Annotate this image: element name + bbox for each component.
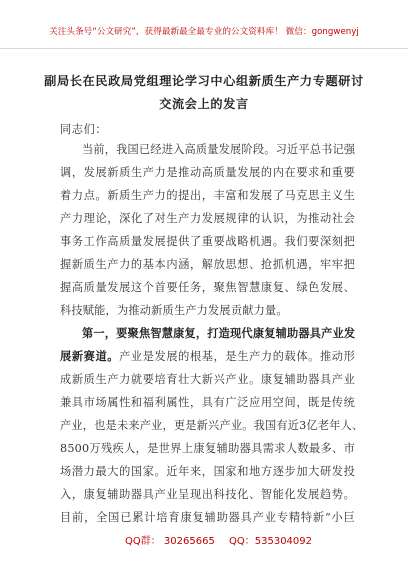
paragraph-line: 握新质生产力的基本内涵，解放思想、抢抓机遇，牢牢把 bbox=[60, 258, 355, 271]
paragraph-line: 产业，也是未来产业，更是新兴产业。我国有近3亿老年人、 bbox=[60, 419, 364, 432]
paragraph-line: 成新质生产力就要培育壮大新兴产业。康复辅助器具产业 bbox=[60, 373, 355, 386]
salutation: 同志们： bbox=[60, 123, 108, 136]
header-banner-text: 关注头条号“公文研究”，获得最新最全最专业的公文资料库！ 微信：gongwenyj bbox=[49, 27, 359, 37]
document-title-line-2: 交流会上的发言 bbox=[159, 97, 249, 111]
paragraph-line: 8500万残疾人，是世界上康复辅助器具需求人数最多、市 bbox=[60, 442, 355, 455]
paragraph-line: 科技赋能，为推动新质生产力发展贡献力量。 bbox=[60, 304, 288, 317]
paragraph-line bbox=[60, 350, 355, 363]
paragraph-text: 产业是发展的根基，是生产力的载体。推动形 bbox=[119, 350, 355, 363]
paragraph-line: 事务工作高质量发展提供了重要战略机遇。我们要深刻把 bbox=[60, 235, 355, 248]
document-title-line-1: 副局长在民政局党组理论学习中心组新质生产力专题研讨 bbox=[44, 74, 364, 88]
paragraph-line: 握高质量发展这个首要任务，聚焦智慧康复、绿色发展、 bbox=[60, 281, 355, 294]
paragraph-lead-line: 第一，要聚焦智慧康复，打造现代康复辅助器具产业发 bbox=[82, 326, 356, 340]
footer-contact bbox=[0, 532, 408, 552]
paragraph-line: 调，发展新质生产力是推动高质量发展的内在要求和重要 bbox=[60, 166, 355, 179]
paragraph-line: 当前，我国已经进入高质量发展阶段。习近平总书记强 bbox=[82, 143, 356, 156]
paragraph-line: 着力点。新质生产力的提出，丰富和发展了马克思主义生 bbox=[60, 189, 355, 202]
paragraph-lead-text: 展新赛道。 bbox=[60, 349, 120, 363]
paragraph-line: 入，康复辅助器具产业呈现出科技化、智能化发展趋势。 bbox=[60, 488, 355, 501]
footer-qq-number: QQ：535304092 bbox=[229, 536, 313, 547]
paragraph-line: 目前，全国已累计培育康复辅助器具产业专精特新“小巨 bbox=[60, 511, 355, 524]
footer-qq-group: QQ群： 30265665 bbox=[125, 536, 215, 547]
paragraph-line: 兼具市场属性和福利属性，具有广泛应用空间，既是传统 bbox=[60, 396, 355, 409]
paragraph-line: 场潜力最大的国家。近年来，国家和地方逐步加大研发投 bbox=[60, 465, 355, 478]
paragraph-line: 产力理论，深化了对生产力发展规律的认识，为推动社会 bbox=[60, 212, 355, 225]
